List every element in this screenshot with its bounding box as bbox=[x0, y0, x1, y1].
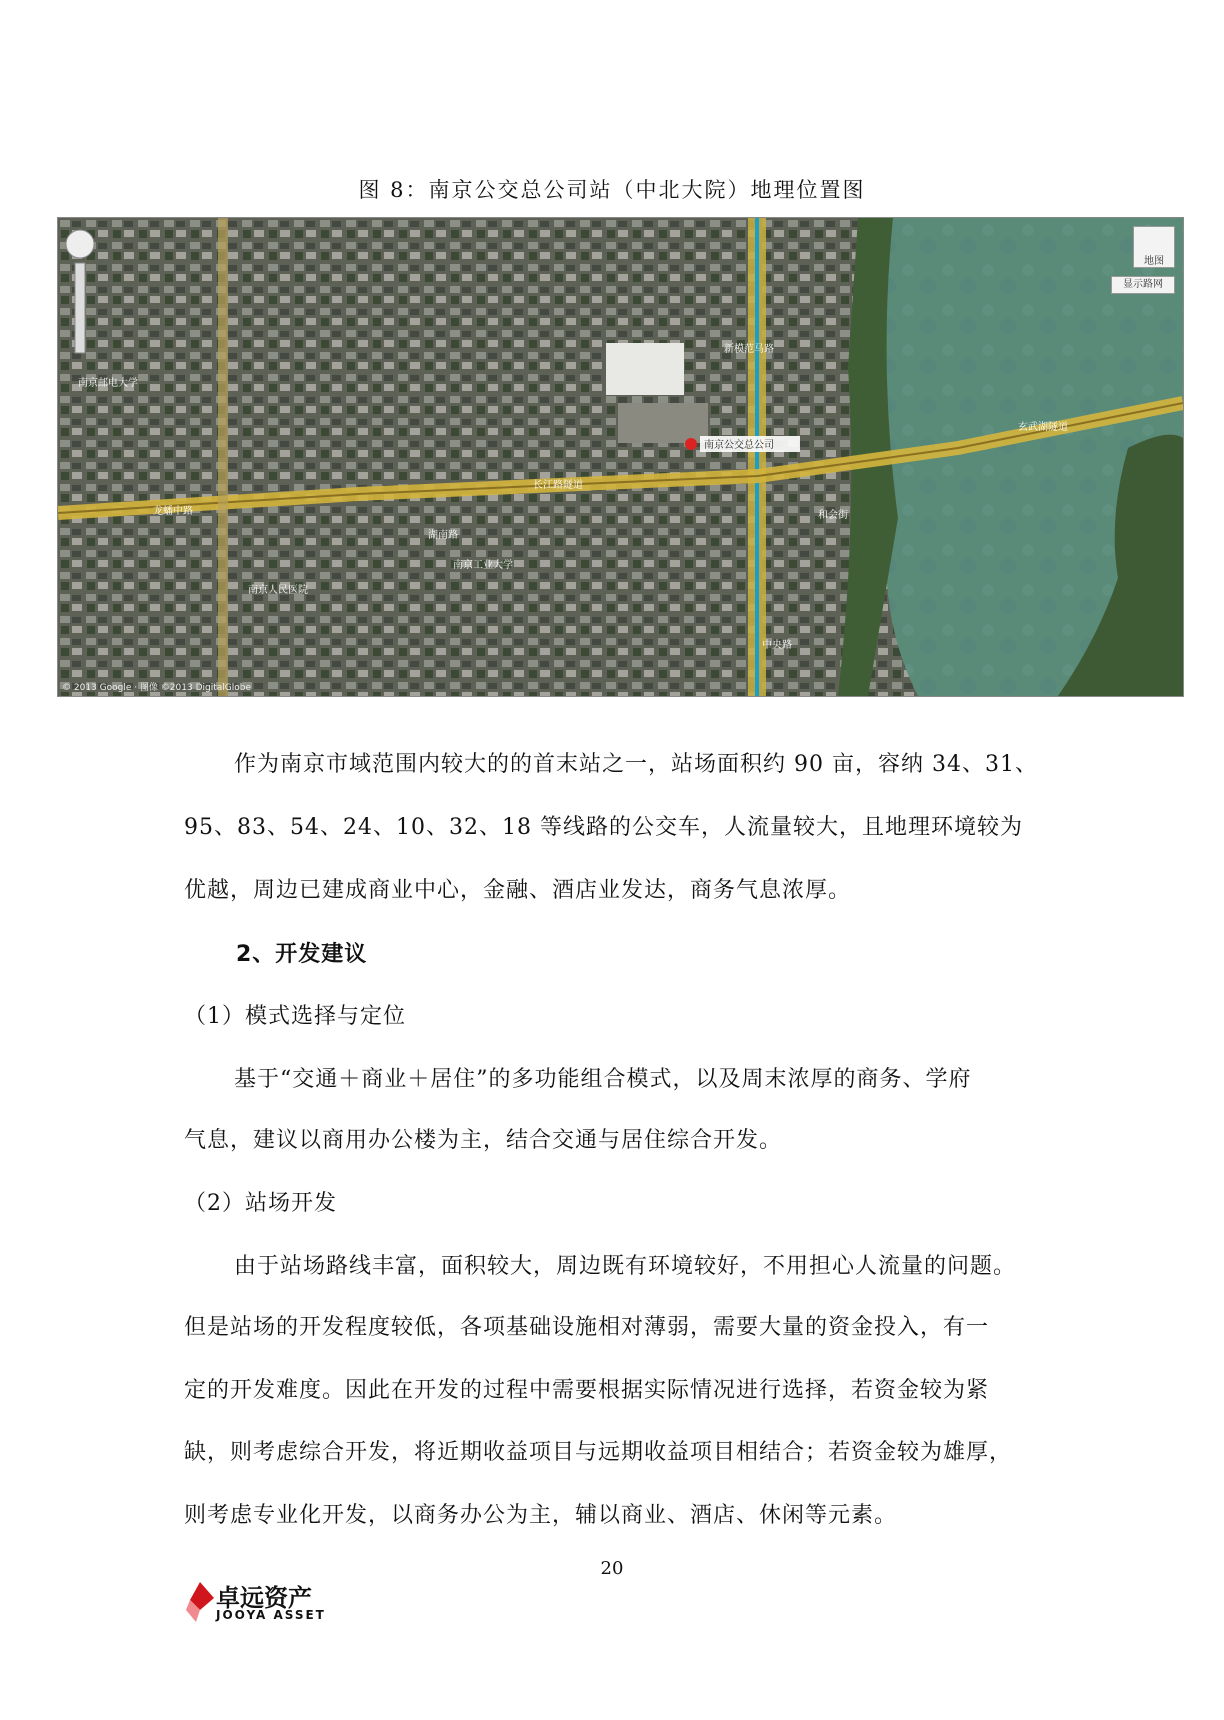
text-line: 缺，则考虑综合开发，将近期收益项目与远期收益项目相结合；若资金较为雄厚， bbox=[184, 1440, 1013, 1465]
text-line: 由于站场路线丰富，面积较大，周边既有环境较好，不用担心人流量的问题。 bbox=[234, 1254, 1017, 1279]
figure-caption: 图 8：南京公交总公司站（中北大院）地理位置图 bbox=[358, 178, 866, 202]
logo-mark-icon bbox=[186, 1582, 214, 1622]
place-label: 新模范马路 bbox=[724, 344, 774, 355]
marker-label: 南京公交总公司 bbox=[704, 440, 774, 451]
text-line: 95、83、54、24、10、32、18 等线路的公交车，人流量较大，且地理环境较为 bbox=[184, 815, 1023, 840]
place-label: 湖南路 bbox=[428, 530, 458, 541]
text-line: 则考虑专业化开发，以商务办公为主，辅以商业、酒店、休闲等元素。 bbox=[184, 1503, 898, 1528]
text-line: 作为南京市域范围内较大的的首末站之一，站场面积约 90 亩，容纳 34、31、 bbox=[234, 752, 1038, 777]
subsection-heading: （1）模式选择与定位 bbox=[184, 1004, 406, 1029]
text-line: 但是站场的开发程度较低，各项基础设施相对薄弱，需要大量的资金投入，有一 bbox=[184, 1315, 990, 1340]
map-type-button[interactable]: 地图 bbox=[1133, 226, 1175, 268]
station-roof bbox=[606, 343, 684, 395]
paragraph-cont bbox=[184, 874, 1034, 907]
road-label: 玄武湖隧道 bbox=[1018, 422, 1068, 433]
text-line: 基于“交通＋商业＋居住”的多功能组合模式，以及周末浓厚的商务、学府 bbox=[234, 1067, 972, 1092]
paragraph bbox=[184, 748, 1038, 781]
page-number: 20 bbox=[600, 1558, 624, 1579]
subsection-heading: （2）站场开发 bbox=[184, 1191, 337, 1216]
place-label: 南京人民医院 bbox=[248, 585, 308, 596]
satellite-map[interactable] bbox=[57, 217, 1184, 697]
place-label: 和会街 bbox=[818, 510, 848, 521]
road-label: 中央路 bbox=[762, 640, 792, 651]
logo-text-en: JOOYA ASSET bbox=[216, 1608, 326, 1622]
pan-control[interactable] bbox=[66, 230, 94, 258]
map-copyright: © 2013 Google · 图像 ©2013 DigitalGlobe bbox=[62, 683, 251, 693]
text-line: 优越，周边已建成商业中心，金融、酒店业发达，商务气息浓厚。 bbox=[184, 878, 852, 903]
text-line: 定的开发难度。因此在开发的过程中需要根据实际情况进行选择，若资金较为紧 bbox=[184, 1378, 990, 1403]
road-label: 长江路隧道 bbox=[533, 480, 583, 491]
logo-text-cn: 卓远资产 bbox=[216, 1584, 312, 1612]
place-label: 南京工业大学 bbox=[453, 560, 513, 571]
map-image bbox=[58, 218, 1183, 696]
section-heading: 2、开发建议 bbox=[236, 942, 368, 967]
paragraph-cont bbox=[184, 811, 1034, 844]
company-logo bbox=[186, 1578, 346, 1628]
road-label: 龙蟠中路 bbox=[153, 506, 193, 517]
place-label: 南京邮电大学 bbox=[78, 378, 138, 389]
location-marker-icon[interactable] bbox=[685, 438, 697, 450]
show-road-toggle[interactable]: 显示路网 bbox=[1111, 276, 1175, 294]
text-line: 气息，建议以商用办公楼为主，结合交通与居住综合开发。 bbox=[184, 1128, 783, 1153]
metro-line bbox=[755, 218, 759, 696]
zoom-slider[interactable] bbox=[75, 263, 85, 353]
